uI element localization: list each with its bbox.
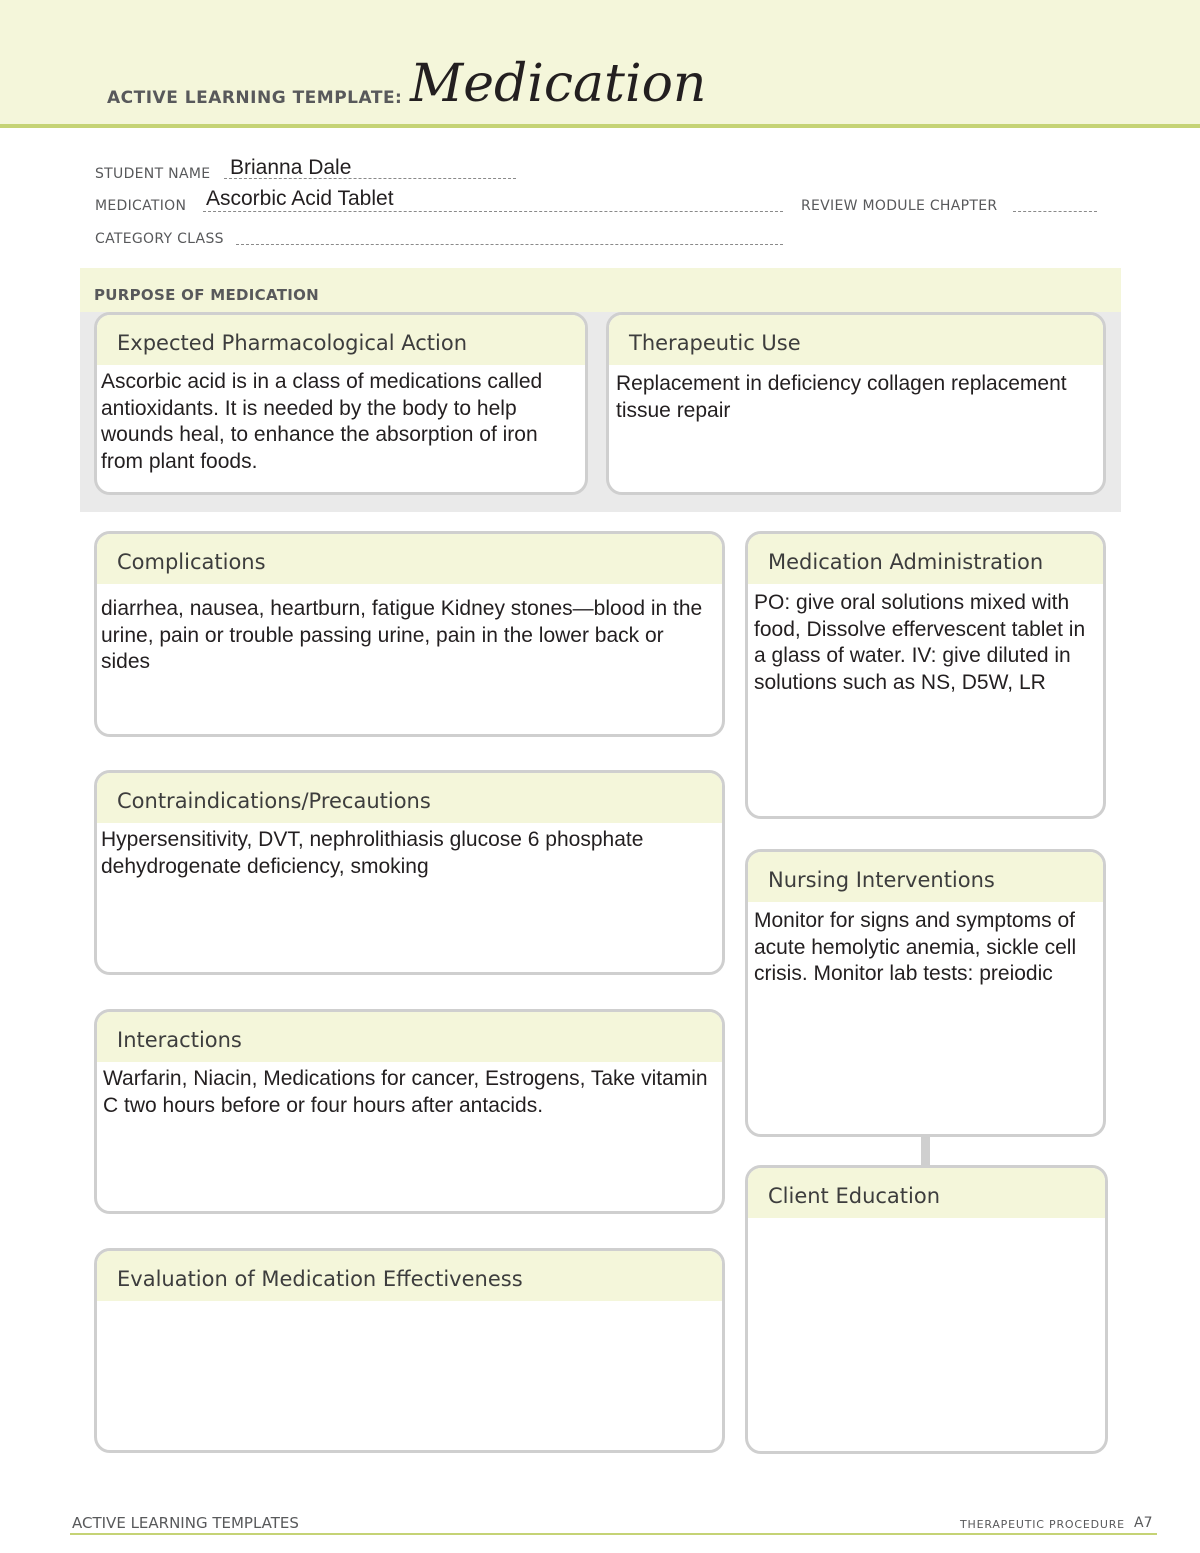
footer-right: THERAPEUTIC PROCEDURE [960, 1518, 1125, 1531]
review-module-label: REVIEW MODULE CHAPTER [801, 198, 998, 214]
footer-rule [70, 1533, 1157, 1535]
contraindications-title: Contraindications/Precautions [97, 773, 722, 823]
nursing-interventions-box [745, 849, 1106, 1137]
client-education-box [745, 1165, 1108, 1454]
medication-line [203, 211, 783, 212]
administration-title: Medication Administration [748, 534, 1103, 584]
review-module-line [1013, 211, 1097, 212]
interactions-text[interactable]: Warfarin, Niacin, Medications for cancer, Estrogens, Take vitamin C two hours before or four hours after antacids. [103, 1067, 708, 1117]
administration-box [745, 531, 1106, 819]
complications-box [94, 531, 725, 737]
footer-page-number: A7 [1134, 1515, 1153, 1531]
evaluation-text[interactable] [97, 1301, 722, 1305]
administration-text[interactable]: PO: give oral solutions mixed with food, Dissolve effervescent tablet in a glass of water. IV: give diluted in solutions such as NS, D5W, LR [754, 591, 1086, 694]
complications-title: Complications [97, 534, 722, 584]
expected-action-title: Expected Pharmacological Action [97, 315, 585, 365]
contraindications-text[interactable]: Hypersensitivity, DVT, nephrolithiasis glucose 6 phosphate dehydrogenate deficiency, smoking [101, 828, 644, 878]
therapeutic-use-title: Therapeutic Use [609, 315, 1103, 365]
purpose-label: PURPOSE OF MEDICATION [94, 286, 320, 304]
interactions-box [94, 1009, 725, 1214]
expected-action-box [94, 312, 588, 495]
header-rule [0, 124, 1200, 128]
contraindications-box [94, 770, 725, 975]
box-connector [921, 1134, 930, 1166]
evaluation-box [94, 1248, 725, 1453]
client-education-title: Client Education [748, 1168, 1105, 1218]
student-name-label: STUDENT NAME [95, 166, 211, 182]
therapeutic-use-text[interactable]: Replacement in deficiency collagen replacement tissue repair [616, 372, 1067, 422]
footer-left: ACTIVE LEARNING TEMPLATES [72, 1514, 299, 1532]
nursing-interventions-text[interactable]: Monitor for signs and symptoms of acute hemolytic anemia, sickle cell crisis. Monitor lab tests: preiodic [754, 909, 1077, 985]
category-class-label: CATEGORY CLASS [95, 231, 224, 247]
medication-field[interactable]: Ascorbic Acid Tablet [206, 187, 394, 210]
template-label: ACTIVE LEARNING TEMPLATE: [107, 88, 403, 108]
student-name-field[interactable]: Brianna Dale [230, 156, 352, 179]
therapeutic-use-box [606, 312, 1106, 495]
medication-label: MEDICATION [95, 198, 187, 214]
category-class-line [236, 244, 783, 245]
nursing-interventions-title: Nursing Interventions [748, 852, 1103, 902]
expected-action-text[interactable]: Ascorbic acid is in a class of medications called antioxidants. It is needed by the body to help wounds heal, to enhance the absorption of iron from plant foods. [101, 370, 543, 473]
evaluation-title: Evaluation of Medication Effectiveness [97, 1251, 722, 1301]
interactions-title: Interactions [97, 1012, 722, 1062]
complications-text[interactable]: diarrhea, nausea, heartburn, fatigue Kidney stones—blood in the urine, pain or trouble passing urine, pain in the lower back or sides [101, 597, 703, 673]
client-education-text[interactable] [748, 1218, 1105, 1222]
page-title: Medication [410, 54, 707, 114]
